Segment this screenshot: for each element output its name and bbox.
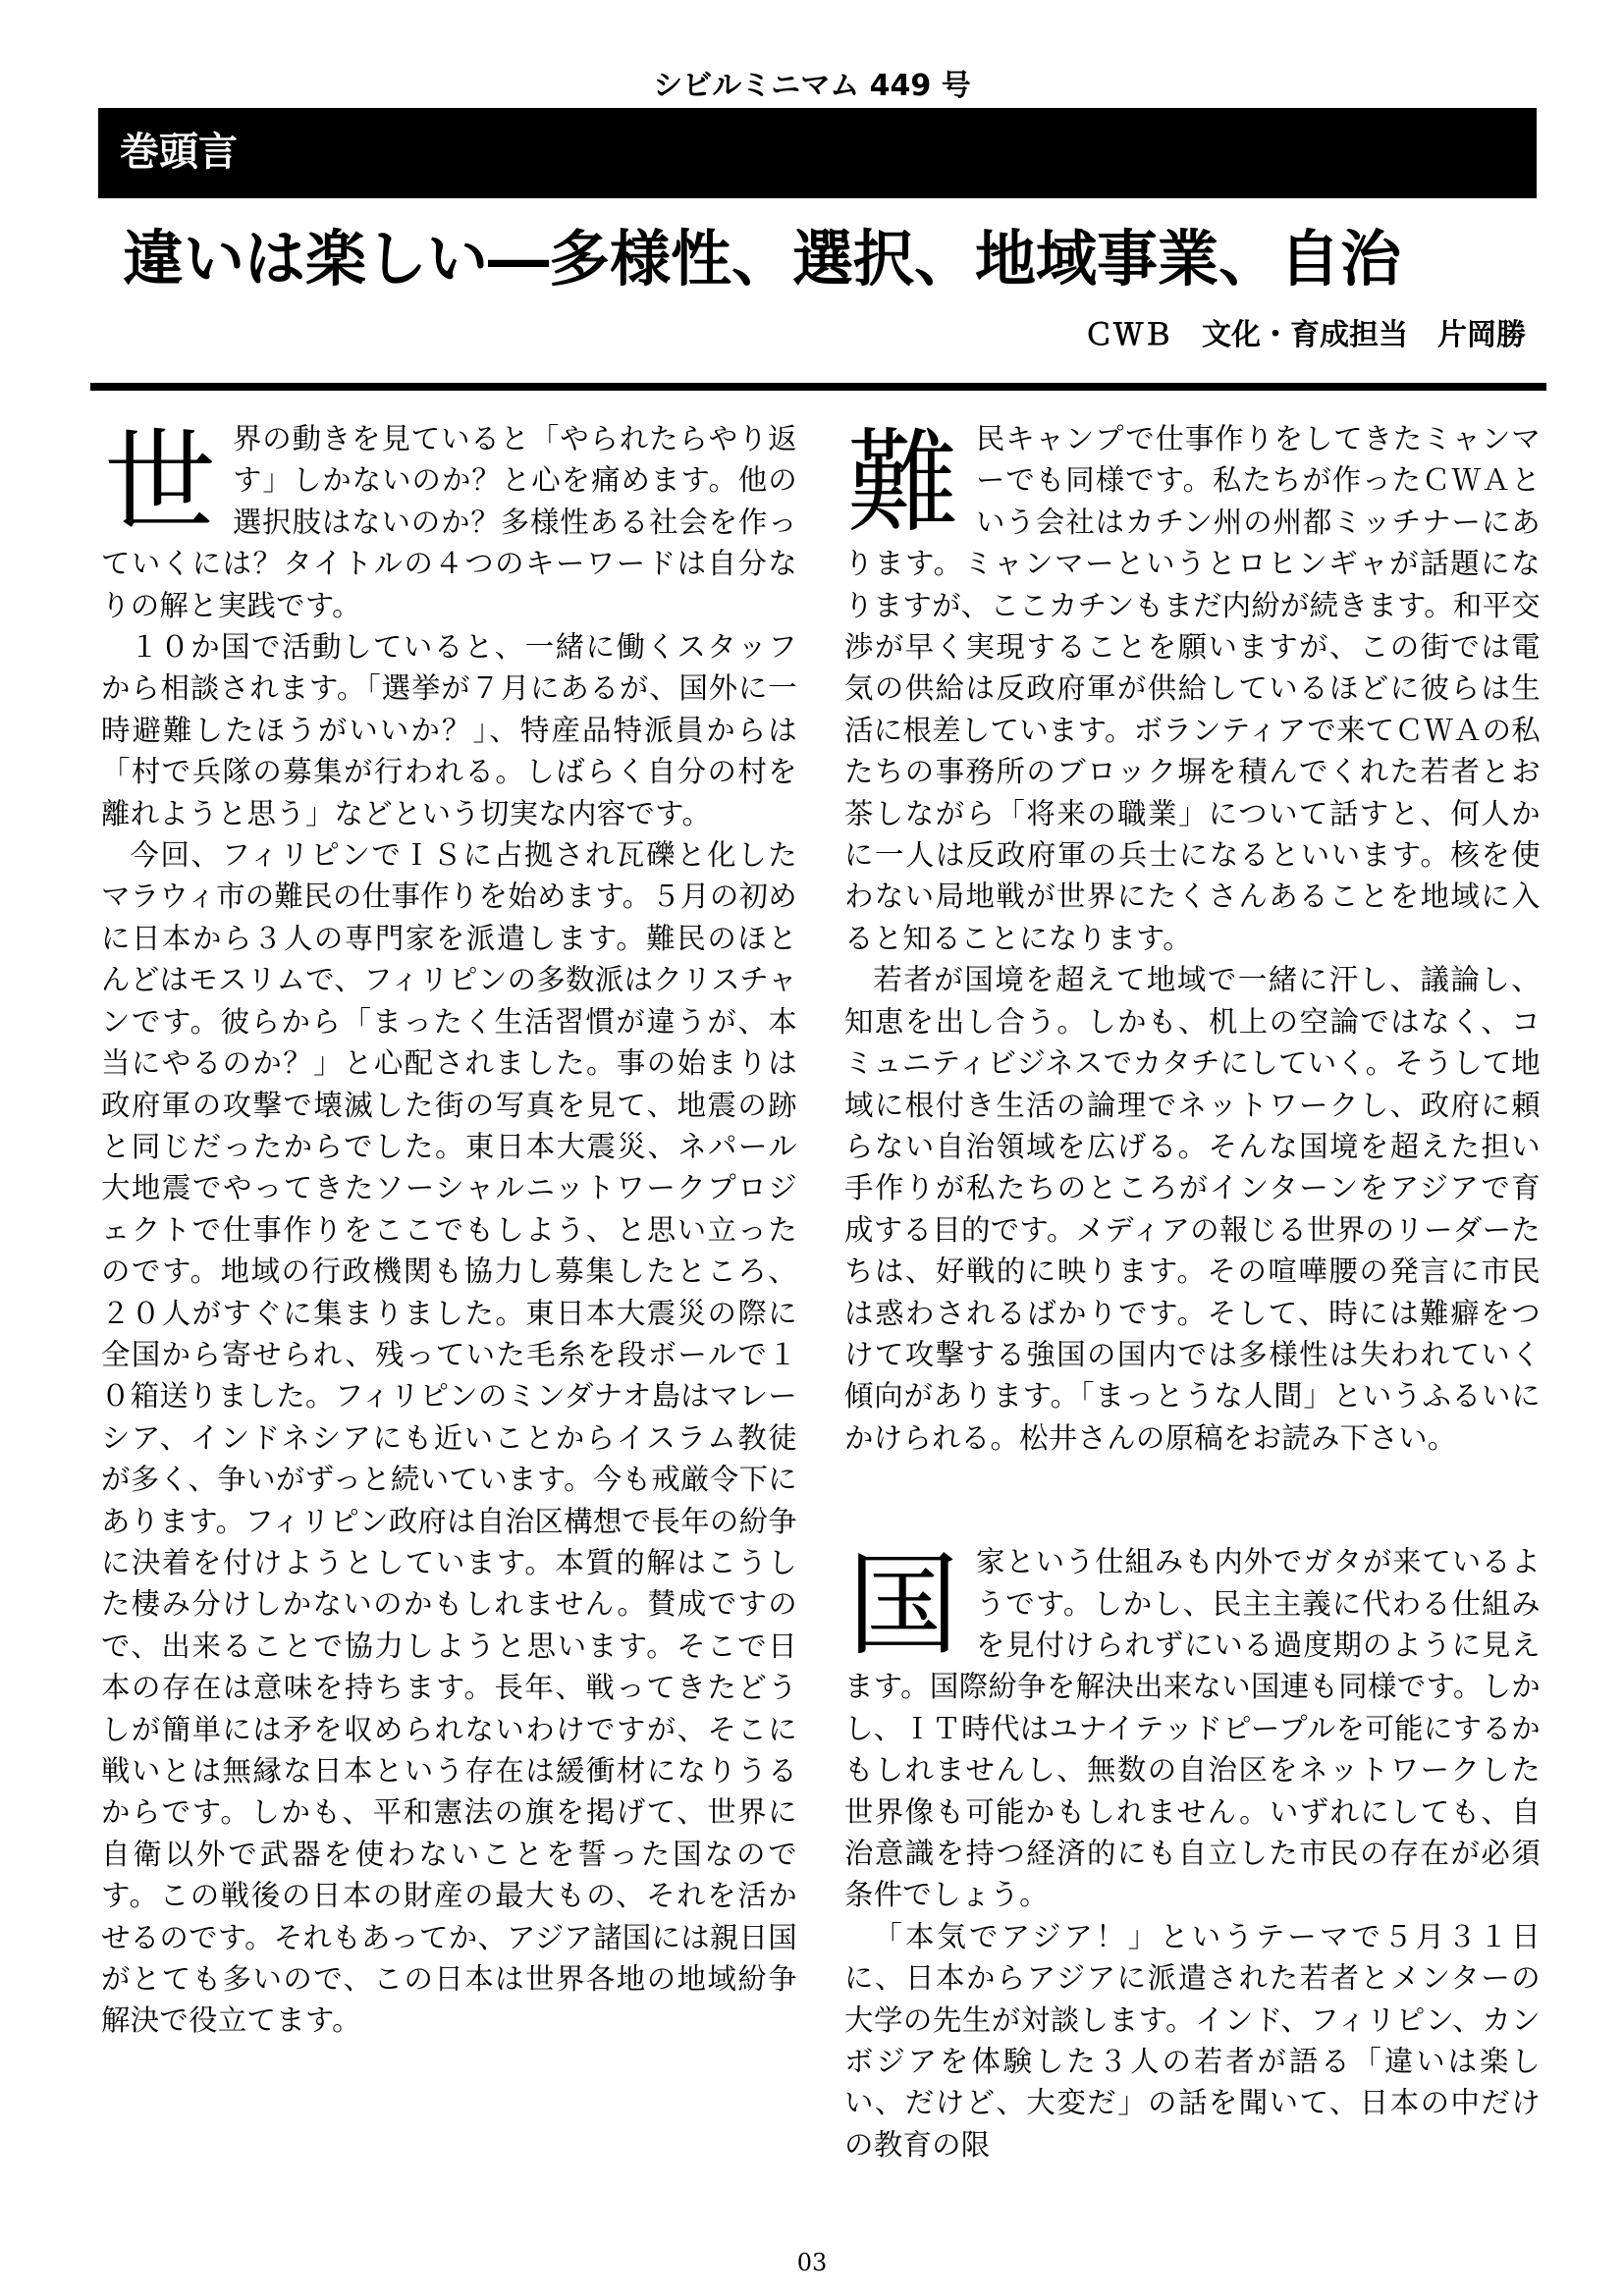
section-label: 巻頭言: [120, 130, 238, 175]
title-rule: [90, 383, 1546, 391]
paragraph: [101, 418, 797, 626]
left-column: [101, 418, 797, 2042]
publication-header: シビルミニマム 449 号: [653, 69, 971, 103]
paragraph: [844, 418, 1541, 959]
page-number: 03: [796, 2249, 828, 2276]
article-byline: ＣＷＢ 文化・育成担当 片岡勝: [1084, 318, 1526, 352]
right-column: [844, 418, 1541, 2165]
paragraph: 今回、フィリピンでＩＳに占拠され瓦礫と化したマラウィ市の難民の仕事作りを始めます。５月の初めに日本から３人の専門家を派遣します。難民のほとんどはモスリムで、フィリピンの多数派はクリスチャンです。彼らから「まったく生活習慣が違うが、本当にやるのか？」と心配されました。事の始まりは政府軍の攻撃で壊滅した街の写真を見て、地震の跡と同じだったからでした。東日本大震災、ネパール大地震でやってきたソーシャルニットワークプロジェクトで仕事作りをここでもしよう、と思い立ったのです。地域の行政機関も協力し募集したところ、２０人がすぐに集まりました。東日本大震災の際に全国から寄せられ、残っていた毛糸を段ボールで１０箱送りました。フィリピンのミンダナオ島はマレーシア、インドネシアにも近いことからイスラム教徒が多く、争いがずっと続いています。今も戒厳令下にあります。フィリピン政府は自治区構想で長年の紛争に決着を付けようとしています。本質的解はこうした棲み分けしかないのかもしれません。賛成ですので、出来ることで協力しようと思います。そこで日本の存在は意味を持ちます。長年、戦ってきたどうしが簡単には矛を収められないわけですが、そこに戦いとは無縁な日本という存在は緩衝材になりうるからです。しかも、平和憲法の旗を掲げて、世界に自衛以外で武器を使わないことを誓った国なのです。この戦後の日本の財産の最大もの、それを活かせるのです。それもあってか、アジア諸国には親日国がとても多いので、この日本は世界各地の地域紛争解決で役立てます。: [101, 838, 797, 2038]
article-title: 違いは楽しい―多様性、選択、地域事業、自治: [123, 223, 1402, 294]
drop-cap: 世: [103, 417, 217, 548]
paragraph-text: 家という仕組みも内外でガタが来ているようです。しかし、民主主義に代わる仕組みを見付けられずにいる過度期のように見えます。国際紛争を解決出来ない国連も同様です。しかし、ＩＴ時代はユナイテッドピープルを可能にするかもしれませんし、無数の自治区をネットワークした世界像も可能かもしれません。いずれにしても、自治意識を持つ経済的にも自立した市民の存在が必須条件でしょう。: [844, 1545, 1541, 1912]
paragraph: 「本気でアジア！」というテーマで５月３１日に、日本からアジアに派遣された若者とメンターの大学の先生が対談します。インド、フィリピン、カンボジアを体験した３人の若者が語る「違いは楽しい、だけど、大変だ」の話を聞いて、日本の中だけの教育の限: [844, 1919, 1541, 2162]
paragraph-text: 界の動きを見ていると「やられたらやり返す」しかないのか？と心を痛めます。他の選択肢はないのか？多様性ある社会を作っていくには？タイトルの４つのキーワードは自分なりの解と実践です。: [101, 422, 797, 622]
paragraph: １０か国で活動していると、一緒に働くスタッフから相談されます。「選挙が７月にあるが、国外に一時避難したほうがいいか？」、特産品特派員からは「村で兵隊の募集が行われる。しばらく自分の村を離れようと思う」などという切実な内容です。: [101, 630, 797, 830]
paragraph-text: 民キャンプで仕事作りをしてきたミャンマーでも同様です。私たちが作ったＣＷＡという会社はカチン州の州都ミッチナーにあります。ミャンマーというとロヒンギャが話題になりますが、ここカチンもまだ内紛が続きます。和平交渉が早く実現することを願いますが、この街では電気の供給は反政府軍が供給しているほどに彼らは生活に根差しています。ボランティアで来てＣＷＡの私たちの事務所のブロック塀を積んでくれた若者とお茶しながら「将来の職業」について話すと、何人かに一人は反政府軍の兵士になるといいます。核を使わない局地戦が世界にたくさんあることを地域に入ると知ることになります。: [844, 422, 1541, 955]
paragraph: [844, 1541, 1541, 1916]
drop-cap: 国: [846, 1540, 960, 1672]
paragraph: 若者が国境を超えて地域で一緒に汗し、議論し、知恵を出し合う。しかも、机上の空論ではなく、コミュニティビジネスでカタチにしていく。そうして地域に根付き生活の論理でネットワークし、政府に頼らない自治領域を広げる。そんな国境を超えた担い手作りが私たちのところがインターンをアジアで育成する目的です。メディアの報じる世界のリーダーたちは、好戦的に映ります。その喧嘩腰の発言に市民は惑わされるばかりです。そして、時には難癖をつけて攻撃する強国の国内では多様性は失われていく傾向があります。「まっとうな人間」というふるいにかけられる。松井さんの原稿をお読み下さい。: [844, 963, 1541, 1455]
drop-cap: 難: [846, 417, 960, 548]
section-banner: [98, 108, 1537, 198]
